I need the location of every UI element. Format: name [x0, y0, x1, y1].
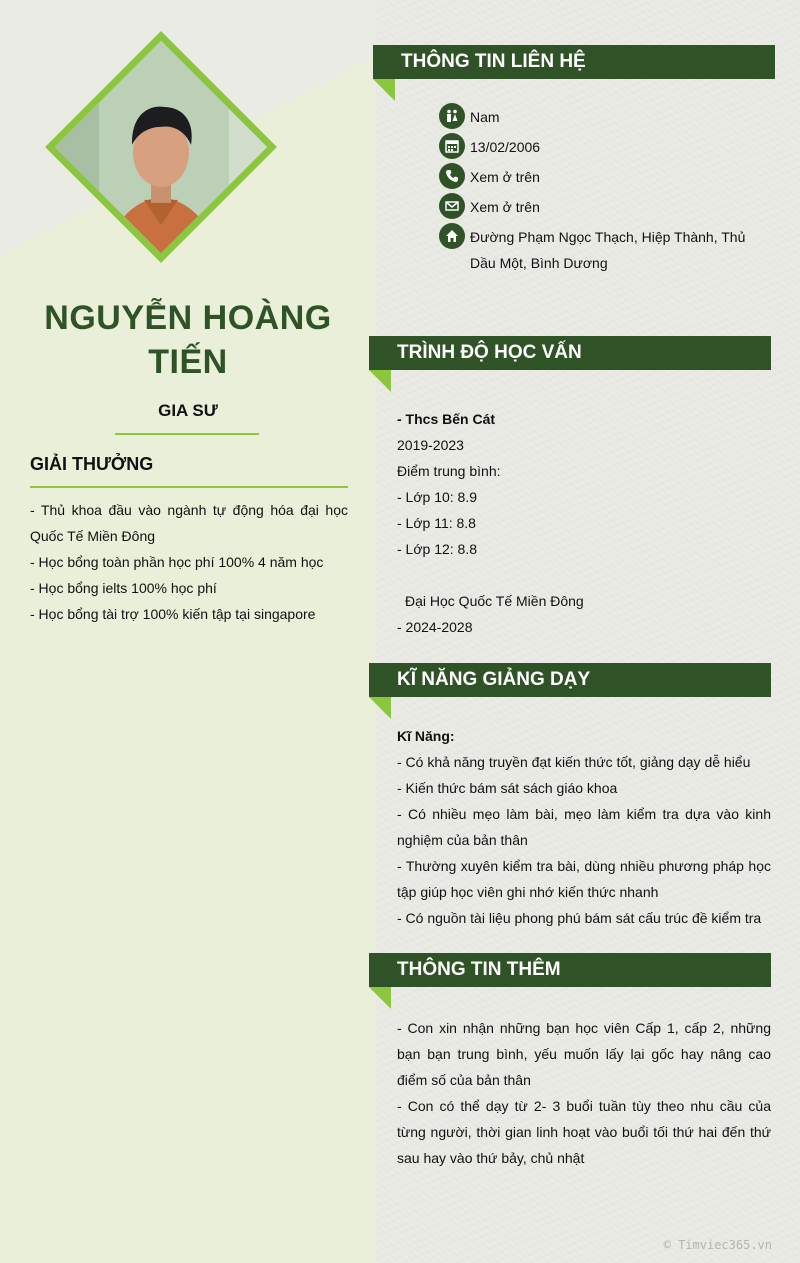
awards-divider	[30, 486, 348, 488]
education-line: - Lớp 12: 8.8	[397, 541, 478, 557]
education-line: - Lớp 11: 8.8	[397, 515, 476, 531]
additional-info-heading-fold	[369, 987, 391, 1009]
education-heading-fold	[369, 370, 391, 392]
contact-heading: THÔNG TIN LIÊN HỆ	[373, 45, 775, 79]
education-line: 2019-2023	[397, 437, 464, 453]
school-name: - Thcs Bến Cát	[397, 411, 496, 427]
education-line: Điểm trung bình:	[397, 463, 501, 479]
gender-value: Nam	[470, 109, 500, 125]
title-divider	[115, 433, 259, 435]
calendar-icon	[439, 133, 465, 159]
skill-item: - Thường xuyên kiểm tra bài, dùng nhiều phương pháp học tập giúp học viên ghi nhớ kiến thức nhanh	[397, 858, 771, 900]
education-line: - Lớp 10: 8.9	[397, 489, 478, 505]
skills-heading: KĨ NĂNG GIẢNG DẠY	[369, 663, 771, 697]
education-content	[397, 406, 771, 640]
awards-list	[30, 497, 348, 627]
address-value: Đường Phạm Ngọc Thạch, Hiệp Thành, Thủ Dầu Một, Bình Dương	[470, 229, 746, 271]
home-icon	[439, 223, 465, 249]
phone-icon	[439, 163, 465, 189]
award-item: - Học bổng ielts 100% học phí	[30, 580, 217, 596]
skills-content	[397, 723, 771, 931]
name-line-1: NGUYỄN HOÀNG	[44, 299, 332, 337]
skills-label: Kĩ Năng:	[397, 728, 455, 744]
skill-item: - Có khả năng truyền đạt kiến thức tốt, giảng dạy dễ hiểu	[397, 754, 751, 770]
skills-heading-fold	[369, 697, 391, 719]
education-line: - 2024-2028	[397, 619, 473, 635]
education-heading: TRÌNH ĐỘ HỌC VẤN	[369, 336, 771, 370]
birthdate-value: 13/02/2006	[470, 139, 541, 155]
skill-item: - Kiến thức bám sát sách giáo khoa	[397, 780, 618, 796]
phone-value: Xem ở trên	[470, 169, 540, 185]
award-item: - Thủ khoa đầu vào ngành tự động hóa đại học Quốc Tế Miền Đông	[30, 502, 348, 544]
email-icon	[439, 193, 465, 219]
email-value: Xem ở trên	[470, 199, 540, 215]
name-line-2: TIẾN	[148, 343, 228, 381]
contact-heading-fold	[373, 79, 395, 101]
awards-heading: GIẢI THƯỞNG	[30, 454, 154, 474]
candidate-name	[0, 296, 376, 384]
additional-info-content	[397, 1015, 771, 1171]
award-item: - Học bổng toàn phần học phí 100% 4 năm học	[30, 554, 324, 570]
job-title: GIA SƯ	[158, 401, 218, 420]
gender-icon	[439, 103, 465, 129]
award-item: - Học bổng tài trợ 100% kiến tập tại singapore	[30, 606, 316, 622]
info-item: - Con có thể dạy từ 2- 3 buổi tuần tùy theo nhu cầu của từng người, thời gian linh hoạt vào buổi tối thứ hai đến thứ sau hay vào thứ bảy, chủ nhật	[397, 1098, 771, 1166]
skill-item: - Có nhiều mẹo làm bài, mẹo làm kiểm tra dựa vào kinh nghiệm của bản thân	[397, 806, 771, 848]
university-name: Đại Học Quốc Tế Miền Đông	[405, 593, 584, 609]
info-item: - Con xin nhận những bạn học viên Cấp 1, cấp 2, những bạn bạn trung bình, yếu muốn lấy lại gốc hay nâng cao điểm số của bản thân	[397, 1020, 771, 1088]
additional-info-heading: THÔNG TIN THÊM	[369, 953, 771, 987]
skill-item: - Có nguồn tài liệu phong phú bám sát cấu trúc đề kiểm tra	[397, 910, 762, 926]
watermark: © Timviec365.vn	[663, 1238, 772, 1252]
education-spacer	[397, 562, 771, 588]
